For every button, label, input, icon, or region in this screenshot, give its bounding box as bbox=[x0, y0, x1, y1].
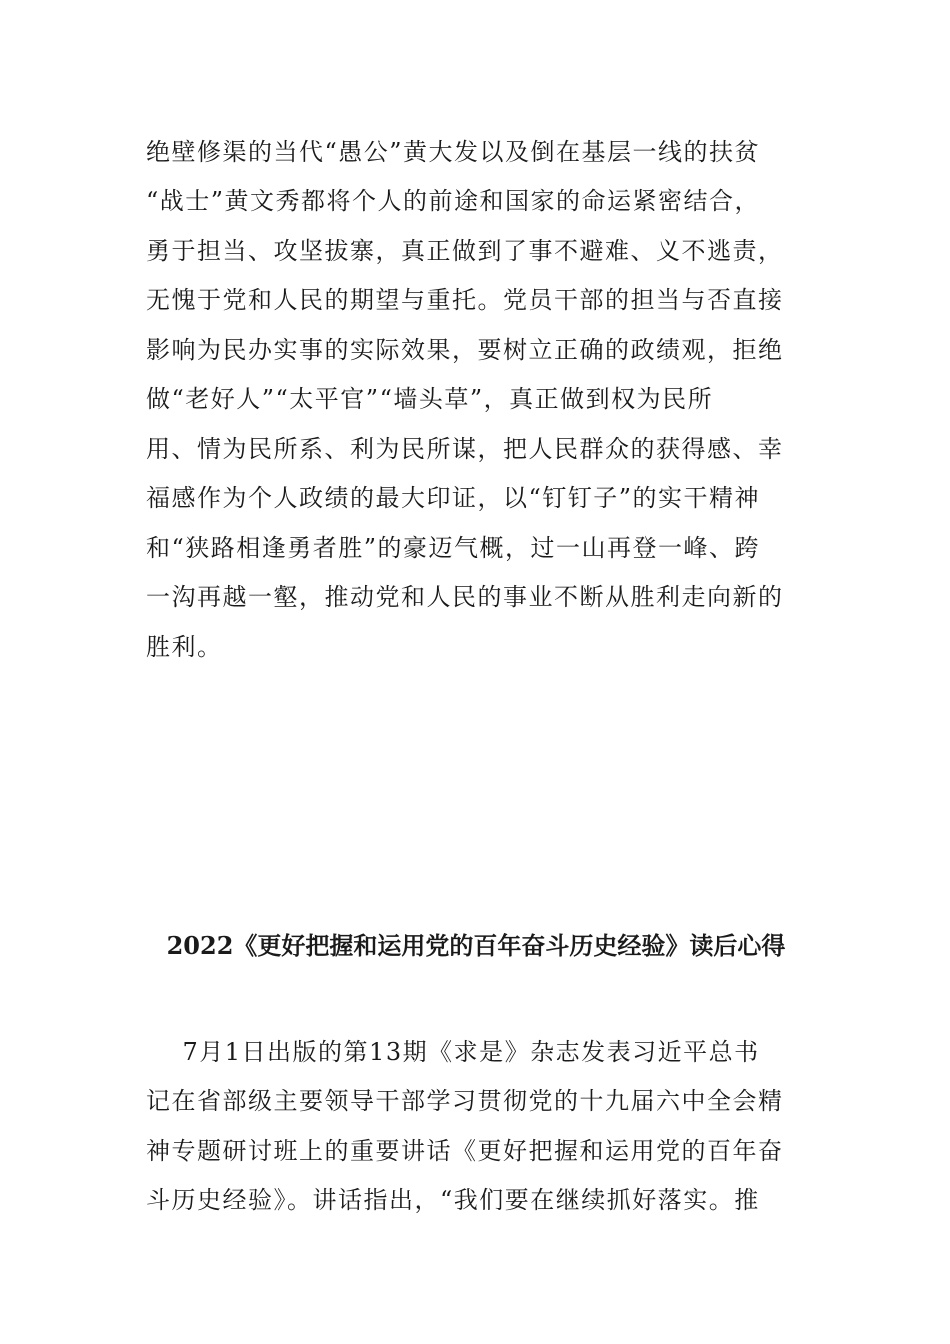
text-line: 斗历史经验》。讲话指出，“我们要在继续抓好落实。推 bbox=[146, 1186, 760, 1214]
text-line: 神专题研讨班上的重要讲话《更好把握和运用党的百年奋 bbox=[146, 1137, 784, 1165]
text-line: 福感作为个人政绩的最大印证，以“钉钉子”的实干精神 bbox=[146, 484, 761, 512]
text-line: 7月1日出版的第13期《求是》杂志发表习近平总书 bbox=[146, 1038, 760, 1066]
text-line: 和“狭路相逢勇者胜”的豪迈气概，过一山再登一峰、跨 bbox=[146, 534, 761, 562]
text-line: 无愧于党和人民的期望与重托。党员干部的担当与否直接 bbox=[146, 286, 784, 314]
text-line: 勇于担当、攻坚拔寨，真正做到了事不避难、义不逃责， bbox=[146, 237, 784, 265]
text-line: 记在省部级主要领导干部学习贯彻党的十九届六中全会精 bbox=[146, 1087, 784, 1115]
text-line: 一沟再越一壑，推动党和人民的事业不断从胜利走向新的 bbox=[146, 583, 784, 611]
article-title: 2022《更好把握和运用党的百年奋斗历史经验》读后心得 bbox=[166, 931, 786, 960]
text-line: 做“老好人”“太平官”“墙头草”，真正做到权为民所 bbox=[146, 385, 714, 413]
text-line: “战士”黄文秀都将个人的前途和国家的命运紧密结合， bbox=[146, 187, 761, 215]
text-line: 胜利。 bbox=[146, 633, 223, 661]
text-line: 用、情为民所系、利为民所谋，把人民群众的获得感、幸 bbox=[146, 435, 784, 463]
text-line: 影响为民办实事的实际效果，要树立正确的政绩观，拒绝 bbox=[146, 336, 784, 364]
text-line: 绝壁修渠的当代“愚公”黄大发以及倒在基层一线的扶贫 bbox=[146, 138, 761, 166]
